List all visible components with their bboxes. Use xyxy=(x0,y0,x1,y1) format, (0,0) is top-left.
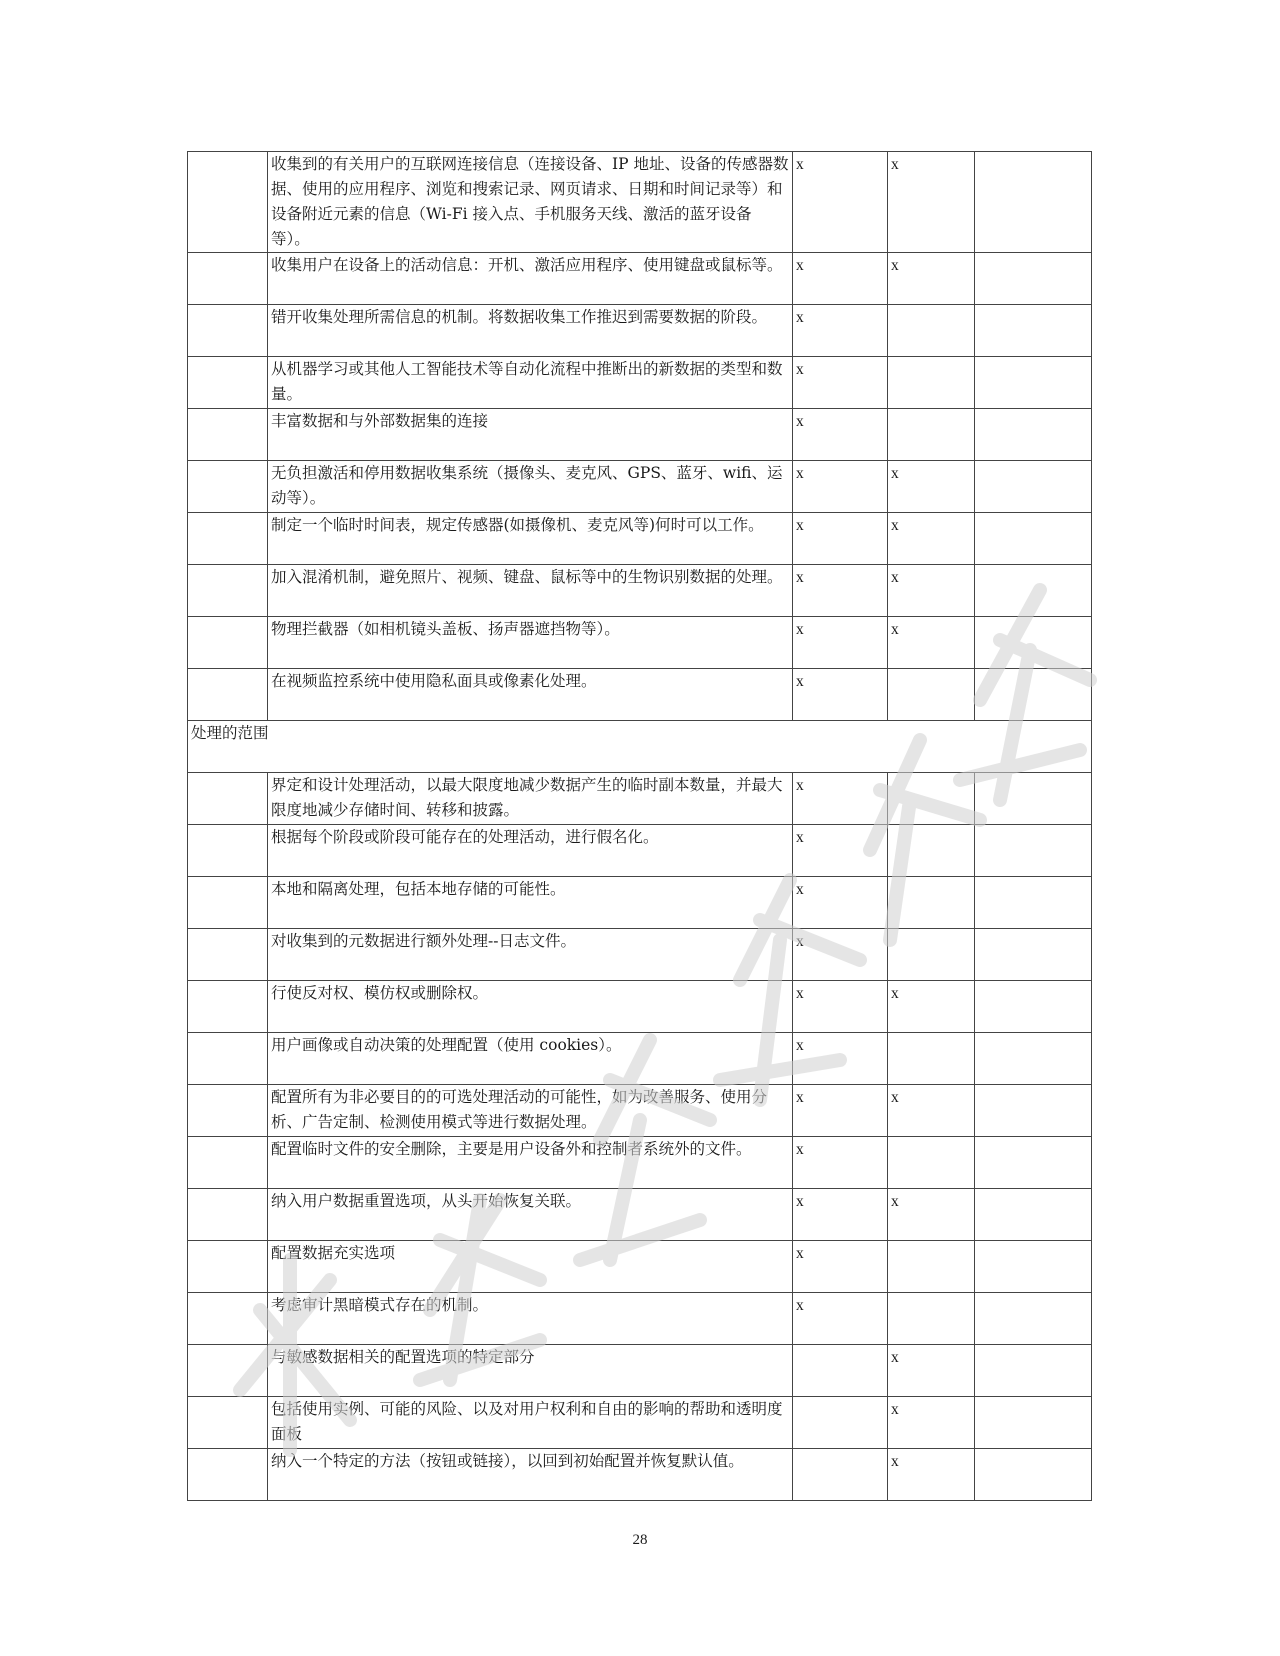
measure-text: 收集用户在设备上的活动信息：开机、激活应用程序、使用键盘或鼠标等。 xyxy=(268,253,793,305)
measure-text: 根据每个阶段或阶段可能存在的处理活动，进行假名化。 xyxy=(268,825,793,877)
measure-text: 丰富数据和与外部数据集的连接 xyxy=(268,409,793,461)
mark-col-2: x xyxy=(888,1449,975,1501)
mark-col-3 xyxy=(975,513,1092,565)
mark-col-3 xyxy=(975,1293,1092,1345)
mark-col-1: x xyxy=(793,305,888,357)
mark-col-3 xyxy=(975,877,1092,929)
measure-text: 配置临时文件的安全删除，主要是用户设备外和控制者系统外的文件。 xyxy=(268,1137,793,1189)
mark-col-3 xyxy=(975,357,1092,409)
measure-text: 考虑审计黑暗模式存在的机制。 xyxy=(268,1293,793,1345)
mark-col-2: x xyxy=(888,1085,975,1137)
mark-col-2 xyxy=(888,877,975,929)
page-number: 28 xyxy=(632,1532,648,1548)
category-cell xyxy=(188,1293,268,1345)
mark-col-1: x xyxy=(793,1137,888,1189)
mark-col-2: x xyxy=(888,152,975,253)
mark-col-3 xyxy=(975,1189,1092,1241)
table-row xyxy=(188,253,1092,305)
measure-text: 用户画像或自动决策的处理配置（使用 cookies）。 xyxy=(268,1033,793,1085)
table-row xyxy=(188,409,1092,461)
table-row xyxy=(188,1449,1092,1501)
mark-col-1: x xyxy=(793,357,888,409)
mark-col-3 xyxy=(975,1033,1092,1085)
mark-col-2: x xyxy=(888,565,975,617)
mark-col-3 xyxy=(975,1449,1092,1501)
mark-col-1: x xyxy=(793,825,888,877)
category-cell xyxy=(188,617,268,669)
mark-col-3 xyxy=(975,461,1092,513)
mark-col-3 xyxy=(975,929,1092,981)
table-row xyxy=(188,1293,1092,1345)
mark-col-2 xyxy=(888,305,975,357)
measure-text: 纳入用户数据重置选项，从头开始恢复关联。 xyxy=(268,1189,793,1241)
measure-text: 配置数据充实选项 xyxy=(268,1241,793,1293)
category-cell xyxy=(188,152,268,253)
measure-text: 界定和设计处理活动，以最大限度地减少数据产生的临时副本数量，并最大限度地减少存储时间、转移和披露。 xyxy=(268,773,793,825)
mark-col-2 xyxy=(888,669,975,721)
category-cell xyxy=(188,825,268,877)
measure-text: 收集到的有关用户的互联网连接信息（连接设备、IP 地址、设备的传感器数据、使用的应用程序、浏览和搜索记录、网页请求、日期和时间记录等）和设备附近元素的信息（Wi-Fi 接入点、手机服务天线、激活的蓝牙设备等）。 xyxy=(268,152,793,253)
mark-col-1: x xyxy=(793,669,888,721)
mark-col-3 xyxy=(975,1085,1092,1137)
mark-col-1: x xyxy=(793,981,888,1033)
table-row xyxy=(188,1397,1092,1449)
mark-col-2: x xyxy=(888,1397,975,1449)
category-cell xyxy=(188,1241,268,1293)
measure-text: 对收集到的元数据进行额外处理--日志文件。 xyxy=(268,929,793,981)
mark-col-2: x xyxy=(888,253,975,305)
mark-col-1: x xyxy=(793,773,888,825)
category-cell xyxy=(188,409,268,461)
measure-text: 本地和隔离处理，包括本地存储的可能性。 xyxy=(268,877,793,929)
measure-text: 包括使用实例、可能的风险、以及对用户权利和自由的影响的帮助和透明度面板 xyxy=(268,1397,793,1449)
mark-col-1: x xyxy=(793,565,888,617)
mark-col-3 xyxy=(975,981,1092,1033)
category-cell xyxy=(188,669,268,721)
table-row xyxy=(188,981,1092,1033)
table-row xyxy=(188,929,1092,981)
measure-text: 行使反对权、模仿权或删除权。 xyxy=(268,981,793,1033)
mark-col-1: x xyxy=(793,152,888,253)
table-row xyxy=(188,565,1092,617)
table-row xyxy=(188,1137,1092,1189)
table-row xyxy=(188,357,1092,409)
mark-col-2: x xyxy=(888,981,975,1033)
mark-col-3 xyxy=(975,773,1092,825)
table-row xyxy=(188,1189,1092,1241)
section-header-row xyxy=(188,721,1092,773)
mark-col-3 xyxy=(975,669,1092,721)
mark-col-2 xyxy=(888,1137,975,1189)
category-cell xyxy=(188,1449,268,1501)
category-cell xyxy=(188,357,268,409)
category-cell xyxy=(188,1189,268,1241)
mark-col-3 xyxy=(975,1137,1092,1189)
table-row xyxy=(188,773,1092,825)
section-title: 处理的范围 xyxy=(188,721,1092,773)
mark-col-1: x xyxy=(793,253,888,305)
mark-col-1: x xyxy=(793,617,888,669)
mark-col-3 xyxy=(975,1241,1092,1293)
mark-col-2 xyxy=(888,825,975,877)
category-cell xyxy=(188,461,268,513)
measure-text: 无负担激活和停用数据收集系统（摄像头、麦克风、GPS、蓝牙、wifi、运动等）。 xyxy=(268,461,793,513)
mark-col-2: x xyxy=(888,1345,975,1397)
measure-text: 物理拦截器（如相机镜头盖板、扬声器遮挡物等）。 xyxy=(268,617,793,669)
category-cell xyxy=(188,877,268,929)
category-cell xyxy=(188,1137,268,1189)
mark-col-3 xyxy=(975,825,1092,877)
category-cell xyxy=(188,1085,268,1137)
measure-text: 从机器学习或其他人工智能技术等自动化流程中推断出的新数据的类型和数量。 xyxy=(268,357,793,409)
mark-col-2 xyxy=(888,929,975,981)
mark-col-3 xyxy=(975,565,1092,617)
mark-col-2: x xyxy=(888,1189,975,1241)
table-row xyxy=(188,617,1092,669)
table-row xyxy=(188,513,1092,565)
mark-col-1: x xyxy=(793,513,888,565)
mark-col-3 xyxy=(975,1345,1092,1397)
table-row xyxy=(188,825,1092,877)
mark-col-1: x xyxy=(793,1293,888,1345)
table-row xyxy=(188,669,1092,721)
measure-text: 在视频监控系统中使用隐私面具或像素化处理。 xyxy=(268,669,793,721)
mark-col-3 xyxy=(975,253,1092,305)
category-cell xyxy=(188,513,268,565)
mark-col-1: x xyxy=(793,461,888,513)
category-cell xyxy=(188,929,268,981)
mark-col-1: x xyxy=(793,929,888,981)
mark-col-1: x xyxy=(793,1241,888,1293)
category-cell xyxy=(188,253,268,305)
measure-text: 配置所有为非必要目的的可选处理活动的可能性，如为改善服务、使用分析、广告定制、检测使用模式等进行数据处理。 xyxy=(268,1085,793,1137)
category-cell xyxy=(188,1345,268,1397)
table-row xyxy=(188,305,1092,357)
mark-col-2 xyxy=(888,409,975,461)
table-row xyxy=(188,1241,1092,1293)
mark-col-3 xyxy=(975,1397,1092,1449)
mark-col-2 xyxy=(888,1293,975,1345)
mark-col-1: x xyxy=(793,1085,888,1137)
measure-text: 制定一个临时时间表，规定传感器(如摄像机、麦克风等)何时可以工作。 xyxy=(268,513,793,565)
mark-col-1: x xyxy=(793,877,888,929)
mark-col-1: x xyxy=(793,1033,888,1085)
table-row xyxy=(188,1345,1092,1397)
mark-col-2: x xyxy=(888,513,975,565)
mark-col-3 xyxy=(975,409,1092,461)
mark-col-1 xyxy=(793,1345,888,1397)
mark-col-2 xyxy=(888,1241,975,1293)
mark-col-2 xyxy=(888,773,975,825)
mark-col-2: x xyxy=(888,617,975,669)
mark-col-3 xyxy=(975,152,1092,253)
category-cell xyxy=(188,305,268,357)
measure-text: 与敏感数据相关的配置选项的特定部分 xyxy=(268,1345,793,1397)
category-cell xyxy=(188,1397,268,1449)
mark-col-1 xyxy=(793,1397,888,1449)
mark-col-2 xyxy=(888,1033,975,1085)
measures-table xyxy=(187,151,1092,1501)
mark-col-2: x xyxy=(888,461,975,513)
mark-col-1 xyxy=(793,1449,888,1501)
mark-col-3 xyxy=(975,305,1092,357)
table-row xyxy=(188,152,1092,253)
table-row xyxy=(188,1033,1092,1085)
mark-col-3 xyxy=(975,617,1092,669)
measure-text: 加入混淆机制，避免照片、视频、键盘、鼠标等中的生物识别数据的处理。 xyxy=(268,565,793,617)
measure-text: 纳入一个特定的方法（按钮或链接），以回到初始配置并恢复默认值。 xyxy=(268,1449,793,1501)
mark-col-2 xyxy=(888,357,975,409)
mark-col-1: x xyxy=(793,1189,888,1241)
measure-text: 错开收集处理所需信息的机制。将数据收集工作推迟到需要数据的阶段。 xyxy=(268,305,793,357)
mark-col-1: x xyxy=(793,409,888,461)
table-row xyxy=(188,877,1092,929)
table-row xyxy=(188,1085,1092,1137)
category-cell xyxy=(188,565,268,617)
category-cell xyxy=(188,981,268,1033)
category-cell xyxy=(188,773,268,825)
category-cell xyxy=(188,1033,268,1085)
table-row xyxy=(188,461,1092,513)
